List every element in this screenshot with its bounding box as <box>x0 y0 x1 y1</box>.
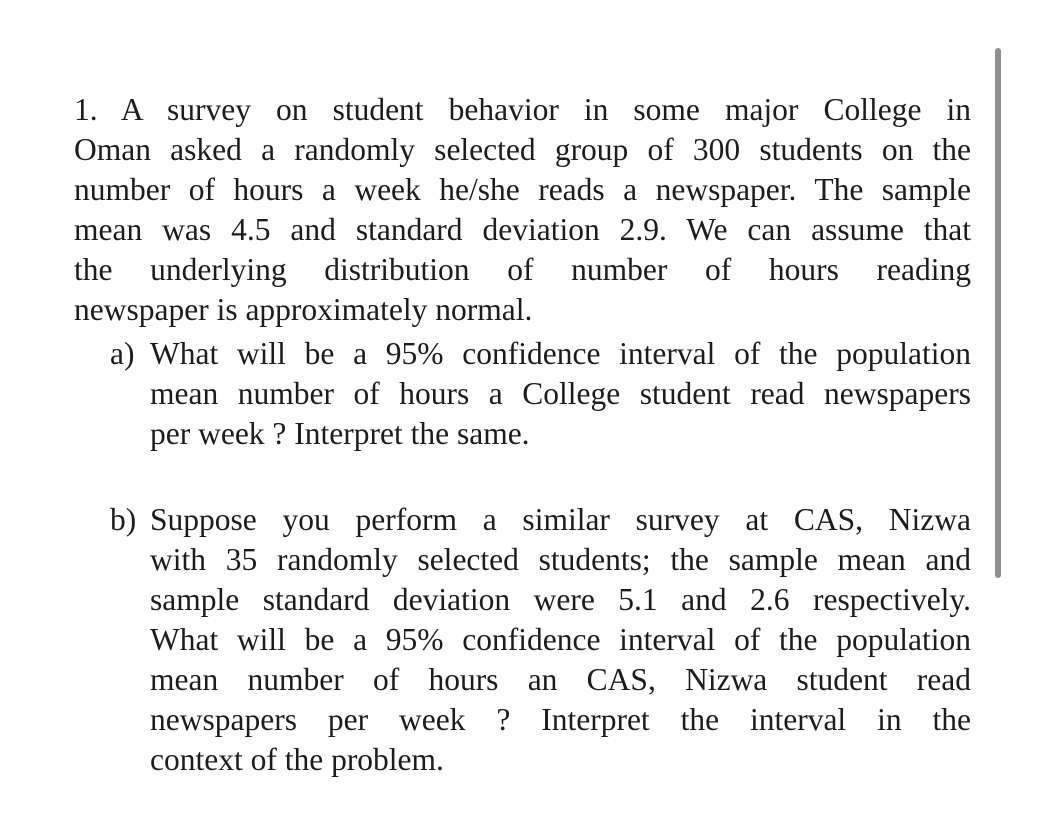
question-intro-line: mean was 4.5 and standard deviation 2.9. We can assume that <box>74 212 971 247</box>
part-b-line: context of the problem. <box>150 742 444 777</box>
question-intro-line: newspaper is approximately normal. <box>74 292 533 327</box>
question-intro-line: 1. A survey on student behavior in some major College in <box>74 92 971 127</box>
question-intro-line: Oman asked a randomly selected group of 300 students on the <box>74 132 971 167</box>
part-b-line: mean number of hours an CAS, Nizwa student read <box>150 662 971 697</box>
question-intro-line: number of hours a week he/she reads a newspaper. The sample <box>74 172 971 207</box>
part-b-label: b) <box>110 502 137 537</box>
scrollbar[interactable] <box>995 48 1001 578</box>
part-b-line: sample standard deviation were 5.1 and 2.6 respectively. <box>150 582 971 617</box>
part-a-line: mean number of hours a College student read newspapers <box>150 376 971 411</box>
part-b-line: What will be a 95% confidence interval of the population <box>150 622 971 657</box>
part-a-label: a) <box>110 336 135 371</box>
part-a-line: What will be a 95% confidence interval of the population <box>150 336 971 371</box>
part-b-line: newspapers per week ? Interpret the interval in the <box>150 702 971 737</box>
part-b-line: Suppose you perform a similar survey at CAS, Nizwa <box>150 502 971 537</box>
part-b-line: with 35 randomly selected students; the sample mean and <box>150 542 971 577</box>
question-intro-line: the underlying distribution of number of hours reading <box>74 252 971 287</box>
part-a-line: per week ? Interpret the same. <box>150 416 530 451</box>
